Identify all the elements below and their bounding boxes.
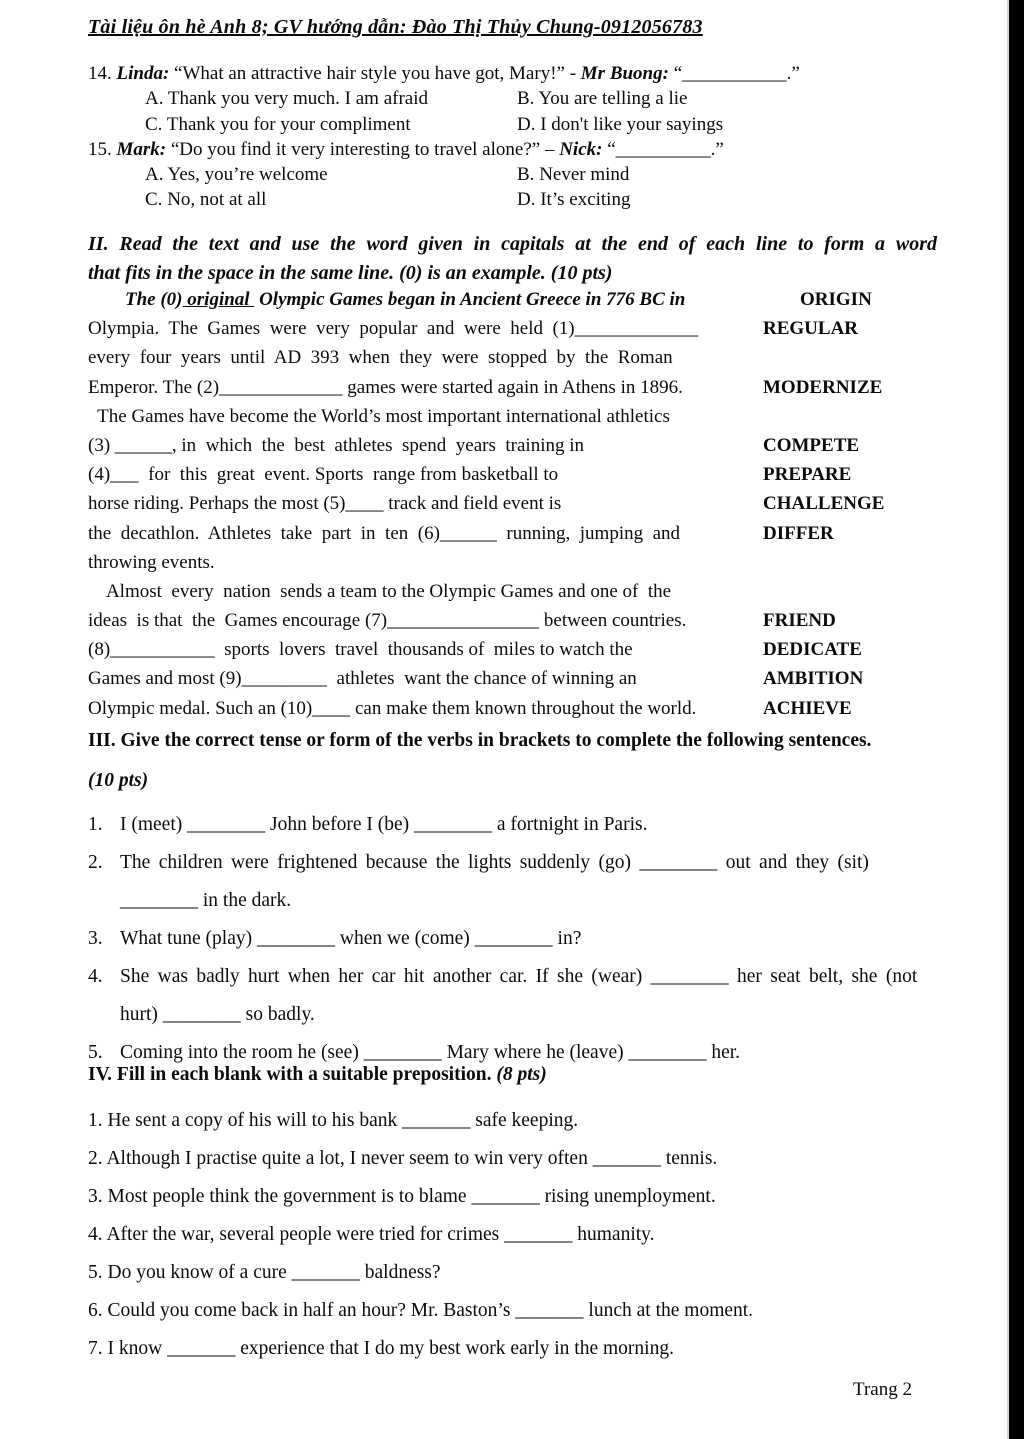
option-label: C. [145,189,168,211]
section-2-heading-line-2: that fits in the space in the same line. (0) is an example. (10 pts) [88,261,613,284]
option-text: I don't like your sayings [540,113,724,135]
sentence-number: 4. [88,966,103,987]
sentence-item [88,1330,948,1368]
options-row [88,86,948,111]
passage-row [88,318,948,347]
verb-tense-sentences [88,806,948,1072]
sentence-line: hurt) ________ so badly. [120,1004,315,1025]
sentence-line: Coming into the room he (see) ________ Mary where he (leave) ________ her. [120,1042,741,1063]
option-label: A. [145,88,168,110]
sentence-number: 6. [88,1300,108,1321]
option-label: B. [517,88,539,110]
passage-row [88,581,948,610]
passage-row [88,523,948,552]
capital-keyword: ORIGIN [800,289,872,310]
options-row [88,112,948,137]
passage-row [88,552,948,581]
passage-row [88,610,948,639]
passage-row [88,377,948,406]
passage-line: (8)___________ sports lovers travel thousands of miles to watch the [88,639,633,661]
question-number: 14. [88,63,117,84]
sentence-number: 5. [88,1262,108,1283]
sentence-text: I know _______ experience that I do my best work early in the morning. [107,1338,674,1359]
question-stem [88,137,948,162]
sentence-text: Although I practise quite a lot, I never seem to win very often _______ tennis. [106,1148,718,1169]
capital-keyword: ACHIEVE [763,697,852,719]
passage-row [88,464,948,493]
section-3-heading: III. Give the correct tense or form of the verbs in brackets to complete the following sentences. [88,730,872,751]
passage-line: the decathlon. Athletes take part in ten (6)______ running, jumping and [88,522,681,544]
sentence-item [88,1102,948,1140]
option-text: You are telling a lie [538,88,688,110]
sentence-number: 2. [88,1148,107,1169]
sentence-item [88,1254,948,1292]
sentence-number: 3. [88,928,103,949]
answer-option [517,187,948,212]
sentence-text: After the war, several people were tried for crimes _______ humanity. [106,1224,655,1245]
sentence-item [88,1178,948,1216]
sentence-item [88,844,948,920]
passage-line: throwing events. [88,551,215,573]
page-number: Trang 2 [853,1379,912,1400]
question-stem [88,61,948,86]
passage-line: (4)___ for this great event. Sports range from basketball to [88,464,559,486]
capital-keyword: REGULAR [763,318,859,340]
sentence-line: I (meet) ________ John before I (be) ________ a fortnight in Paris. [120,814,648,835]
passage-line: Emperor. The (2)_____________ games were started again in Athens in 1896. [88,376,683,398]
passage-line: The Games have become the World’s most important international athletics [88,405,670,427]
option-label: D. [517,113,541,135]
passage-line: (3) ______, in which the best athletes spend years training in [88,434,585,456]
capital-keyword: DIFFER [763,522,834,544]
capital-keyword: DEDICATE [763,639,862,661]
speaker-name: Linda: [116,63,170,84]
preposition-sentences [88,1102,948,1368]
section-4-heading-text: IV. Fill in each blank with a suitable preposition. [88,1064,492,1085]
multiple-choice-questions [88,61,948,213]
capital-keyword: FRIEND [763,610,836,632]
answer-option [517,112,948,137]
sentence-item [88,1140,948,1178]
sentence-item [88,920,948,958]
sentence-line: She was badly hurt when her car hit another car. If she (wear) ________ her seat belt, she (not [120,966,918,987]
section-2-heading-line-1: II. Read the text and use the word given in capitals at the end of each line to form a word [88,233,937,255]
passage-row [88,435,948,464]
document-header: Tài liệu ôn hè Anh 8; GV hướng dẫn: Đào Thị Thủy Chung-0912056783 [88,16,703,38]
sentence-number: 3. [88,1186,108,1207]
passage-row [88,347,948,376]
sentence-text: He sent a copy of his will to his bank _______ safe keeping. [107,1110,579,1131]
speaker-name: Mark: [116,138,167,160]
sentence-line: What tune (play) ________ when we (come) ________ in? [120,928,582,949]
sentence-line: ________ in the dark. [120,890,292,911]
option-text: No, not at all [167,189,267,211]
passage-line: Olympic medal. Such an (10)____ can make them known throughout the world. [88,697,697,719]
answer-option [145,112,517,137]
passage-row [88,639,948,668]
passage-row [88,698,948,727]
speaker-name: Nick: [559,138,603,160]
passage-line: horse riding. Perhaps the most (5)____ track and field event is [88,493,562,515]
section-2-heading [88,230,937,287]
section-4-heading [88,1064,948,1086]
option-label: B. [517,164,540,186]
passage-row [88,668,948,697]
sentence-number: 7. [88,1338,108,1359]
question-text: “___________.” [668,63,800,84]
passage-line [88,289,800,311]
passage-line: every four years until AD 393 when they were stopped by the Roman [88,347,673,369]
sentence-line: The children were frightened because the lights suddenly (go) ________ out and they (sit) [120,852,869,873]
answer-option [517,86,948,111]
answer-option [145,187,517,212]
option-text: Yes, you’re welcome [167,164,328,186]
options-row [88,162,948,187]
sentence-number: 1. [88,1110,108,1131]
word-formation-passage [88,289,948,727]
capital-keyword: COMPETE [763,434,860,456]
passage-line: ideas is that the Games encourage (7)________________ between countries. [88,610,687,632]
passage-row [88,289,948,318]
sentence-number: 4. [88,1224,107,1245]
answer-option [145,162,517,187]
sentence-item [88,1292,948,1330]
option-label: A. [145,164,168,186]
speaker-name: Mr Buong: [580,63,669,84]
passage-segment: The (0) [125,289,183,310]
answer-option [517,162,948,187]
capital-keyword: CHALLENGE [763,493,885,515]
section-4-points-value: (8 pts) [496,1064,547,1085]
sentence-number: 1. [88,814,103,835]
sentence-text: Could you come back in half an hour? Mr. Baston’s _______ lunch at the moment. [107,1300,754,1321]
option-text: Thank you very much. I am afraid [167,88,428,110]
sentence-item [88,1216,948,1254]
question-text: “Do you find it very interesting to travel alone?” – [166,138,560,160]
sentence-item [88,958,948,1034]
capital-keyword: PREPARE [763,464,852,486]
example-answer-underlined: original [182,289,255,310]
passage-segment: Olympic Games began in Ancient Greece in 776 BC in [254,289,686,310]
passage-line: Almost every nation sends a team to the Olympic Games and one of the [88,580,672,602]
sentence-number: 2. [88,852,103,873]
question-number: 15. [88,138,117,160]
option-label: D. [517,189,541,211]
passage-row [88,493,948,522]
capital-keyword: AMBITION [763,668,864,690]
passage-row [88,406,948,435]
passage-line: Games and most (9)_________ athletes want the chance of winning an [88,668,637,690]
sentence-text: Do you know of a cure _______ baldness? [107,1262,441,1283]
question-text: “What an attractive hair style you have got, Mary!” - [169,63,581,84]
option-text: It’s exciting [540,189,631,211]
sentence-number: 5. [88,1042,103,1063]
sentence-item [88,806,948,844]
capital-keyword: MODERNIZE [763,376,883,398]
option-text: Thank you for your compliment [166,113,411,135]
page-edge-bar [1009,0,1024,1439]
option-text: Never mind [539,164,630,186]
sentence-text: Most people think the government is to blame _______ rising unemployment. [107,1186,716,1207]
options-row [88,187,948,212]
question-text: “__________.” [602,138,724,160]
answer-option [145,86,517,111]
passage-line: Olympia. The Games were very popular and were held (1)_____________ [88,318,699,340]
option-label: C. [145,113,167,135]
section-3-points: (10 pts) [88,770,149,791]
